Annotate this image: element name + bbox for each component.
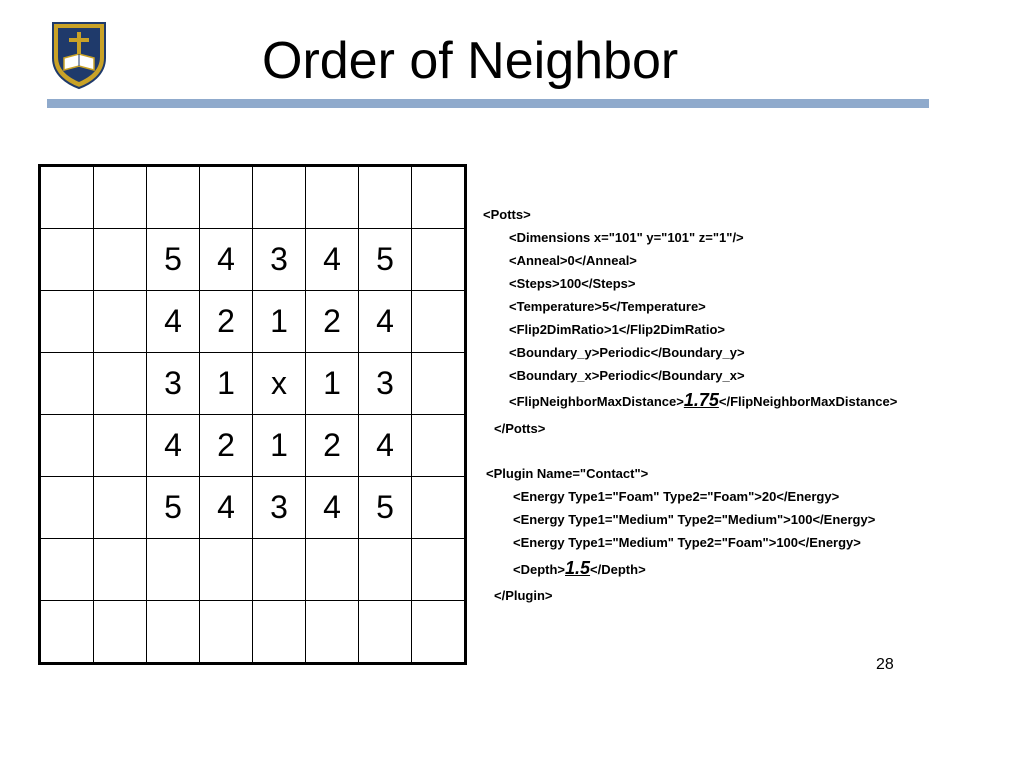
grid-cell	[253, 539, 306, 601]
xml-flip2dimratio: <Flip2DimRatio>1</Flip2DimRatio>	[509, 322, 725, 337]
grid-row	[40, 166, 466, 229]
xml-potts-close: </Potts>	[494, 421, 546, 436]
grid-cell: 4	[306, 229, 359, 291]
neighbor-grid-table	[38, 164, 467, 665]
grid-cell: 2	[306, 291, 359, 353]
xml-steps: <Steps>100</Steps>	[509, 276, 636, 291]
grid-cell	[200, 166, 253, 229]
grid-cell	[94, 291, 147, 353]
grid-cell	[412, 229, 466, 291]
grid-cell: 1	[306, 353, 359, 415]
grid-cell: 2	[200, 415, 253, 477]
grid-cell: 3	[147, 353, 200, 415]
grid-cell	[200, 539, 253, 601]
grid-row	[40, 477, 466, 539]
grid-row	[40, 415, 466, 477]
xml-energy-medium-medium: <Energy Type1="Medium" Type2="Medium">100</Energy>	[513, 512, 876, 527]
grid-cell	[200, 601, 253, 664]
grid-cell	[40, 601, 94, 664]
grid-row	[40, 291, 466, 353]
grid-cell: 5	[359, 477, 412, 539]
grid-cell: 5	[147, 229, 200, 291]
grid-cell	[94, 229, 147, 291]
grid-cell	[412, 601, 466, 664]
xml-boundary-y: <Boundary_y>Periodic</Boundary_y>	[509, 345, 745, 360]
xml-depth-open: <Depth>	[513, 562, 566, 577]
grid-cell: 1	[253, 291, 306, 353]
xml-depth-close: </Depth>	[590, 562, 646, 577]
xml-plugin-open: <Plugin Name="Contact">	[486, 466, 649, 481]
grid-cell: 3	[253, 229, 306, 291]
grid-cell	[40, 415, 94, 477]
xml-anneal: <Anneal>0</Anneal>	[509, 253, 637, 268]
slide-title: Order of Neighbor	[262, 32, 679, 90]
grid-cell	[147, 601, 200, 664]
grid-cell: 4	[306, 477, 359, 539]
title-underline	[47, 99, 929, 108]
grid-cell	[40, 353, 94, 415]
grid-cell	[40, 166, 94, 229]
grid-cell	[412, 539, 466, 601]
grid-cell	[306, 601, 359, 664]
grid-row	[40, 601, 466, 664]
grid-cell	[359, 601, 412, 664]
grid-cell	[94, 415, 147, 477]
grid-cell: 4	[200, 477, 253, 539]
grid-cell	[40, 477, 94, 539]
xml-potts-open: <Potts>	[483, 207, 531, 222]
grid-cell: 4	[147, 291, 200, 353]
grid-cell: 3	[253, 477, 306, 539]
grid-cell	[40, 291, 94, 353]
grid-cell: 3	[359, 353, 412, 415]
grid-row	[40, 229, 466, 291]
xml-temperature: <Temperature>5</Temperature>	[509, 299, 706, 314]
grid-cell: 2	[306, 415, 359, 477]
grid-cell	[412, 353, 466, 415]
grid-cell	[412, 166, 466, 229]
xml-flipneighbor	[509, 390, 897, 411]
grid-cell	[40, 229, 94, 291]
page-number: 28	[876, 656, 894, 673]
grid-cell	[147, 166, 200, 229]
grid-cell: 1	[200, 353, 253, 415]
grid-cell: 2	[200, 291, 253, 353]
grid-cell: 5	[359, 229, 412, 291]
grid-cell	[359, 166, 412, 229]
grid-cell: 4	[200, 229, 253, 291]
grid-cell: x	[253, 353, 306, 415]
xml-dimensions: <Dimensions x="101" y="101" z="1"/>	[509, 230, 744, 245]
xml-depth	[513, 558, 646, 579]
grid-cell	[412, 291, 466, 353]
grid-cell	[94, 539, 147, 601]
grid-cell	[147, 539, 200, 601]
grid-cell	[306, 539, 359, 601]
grid-cell	[94, 166, 147, 229]
xml-energy-medium-foam: <Energy Type1="Medium" Type2="Foam">100</Energy>	[513, 535, 861, 550]
university-shield-logo-icon	[50, 20, 108, 90]
grid-cell	[306, 166, 359, 229]
grid-cell	[412, 415, 466, 477]
xml-flipneighbor-value: 1.75	[683, 390, 719, 410]
grid-cell: 5	[147, 477, 200, 539]
xml-flipneighbor-close: </FlipNeighborMaxDistance>	[718, 394, 898, 409]
grid-cell: 1	[253, 415, 306, 477]
grid-cell	[94, 601, 147, 664]
grid-cell	[359, 539, 412, 601]
grid-cell: 4	[359, 291, 412, 353]
grid-cell: 4	[359, 415, 412, 477]
xml-plugin-close: </Plugin>	[494, 588, 553, 603]
grid-cell: 4	[147, 415, 200, 477]
xml-energy-foam-foam: <Energy Type1="Foam" Type2="Foam">20</Energy>	[513, 489, 840, 504]
grid-cell	[412, 477, 466, 539]
xml-depth-value: 1.5	[565, 558, 591, 578]
xml-flipneighbor-open: <FlipNeighborMaxDistance>	[509, 394, 684, 409]
xml-boundary-x: <Boundary_x>Periodic</Boundary_x>	[509, 368, 745, 383]
grid-row	[40, 353, 466, 415]
grid-cell	[94, 353, 147, 415]
grid-cell	[94, 477, 147, 539]
grid-cell	[253, 601, 306, 664]
grid-cell	[40, 539, 94, 601]
grid-cell	[253, 166, 306, 229]
grid-row	[40, 539, 466, 601]
neighbor-order-grid	[38, 164, 467, 665]
